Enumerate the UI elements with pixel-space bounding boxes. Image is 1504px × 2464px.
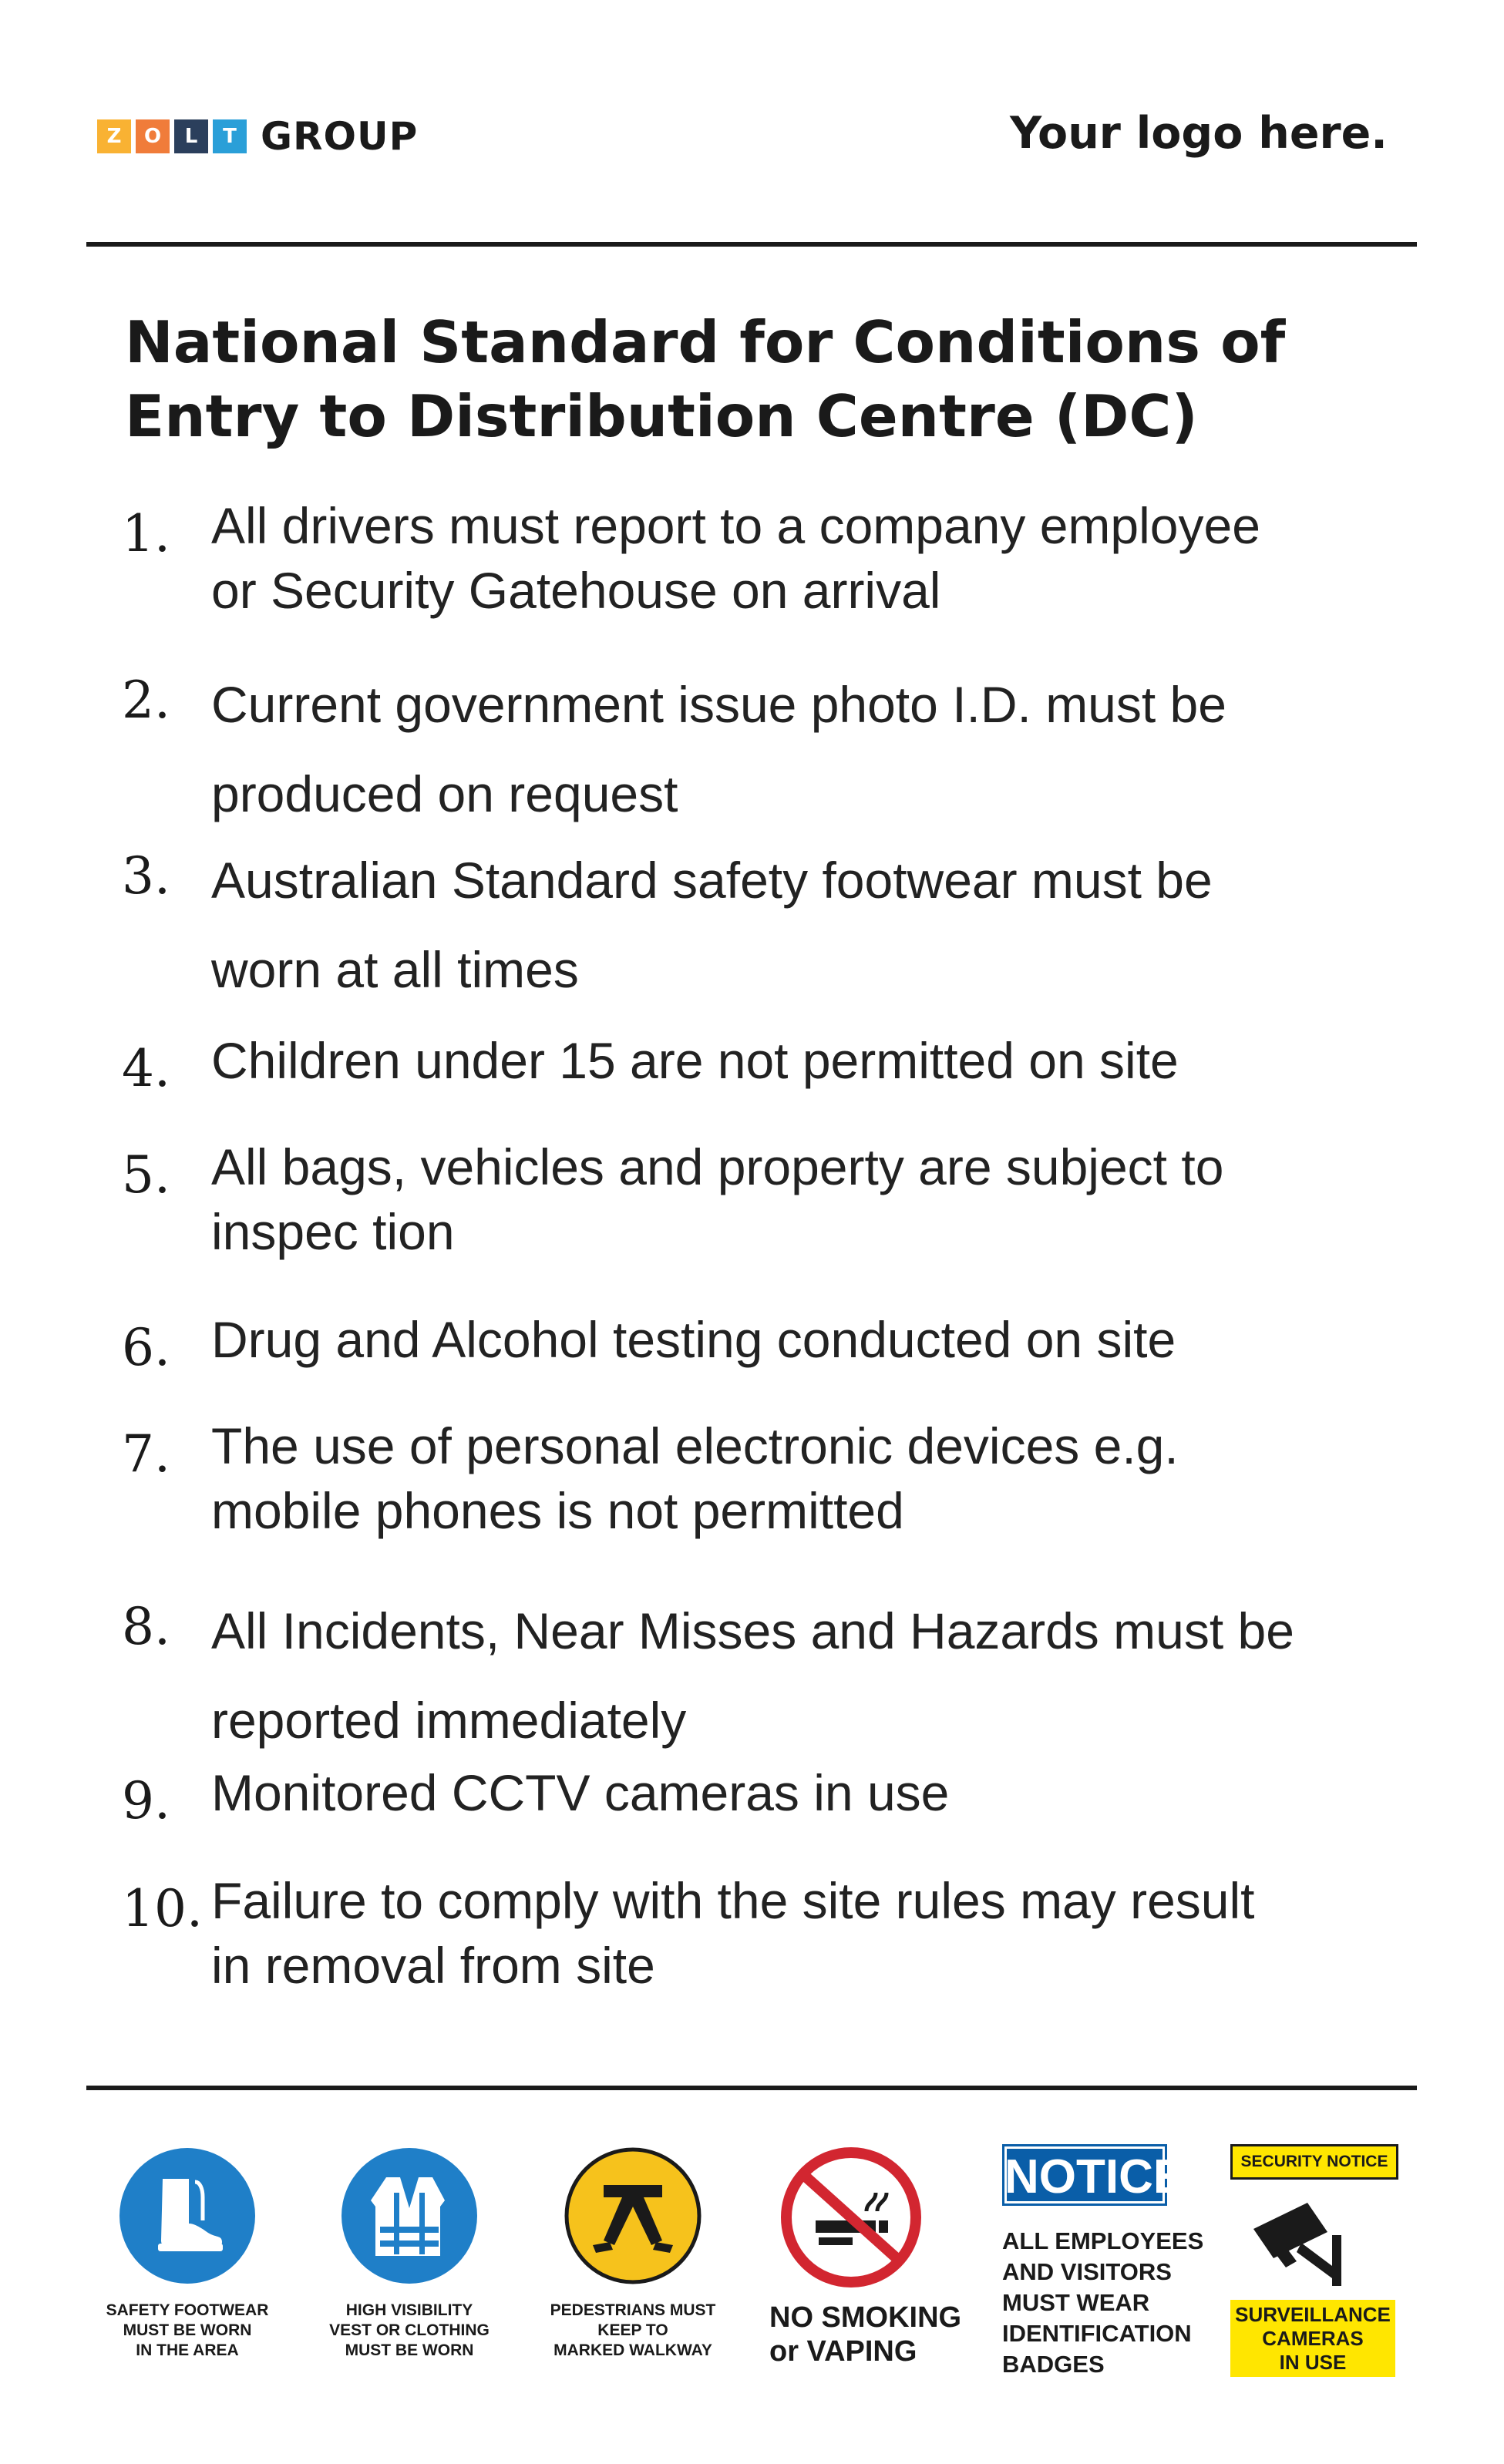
no-smoking-icon — [780, 2146, 922, 2288]
item-text: All bags, vehicles and property are subject to inspec tion — [211, 1138, 1224, 1260]
list-item — [122, 835, 1417, 1014]
item-number: 7. — [122, 1424, 170, 1484]
no-smoking-sign — [769, 2146, 985, 2368]
sign-caption: SAFETY FOOTWEAR MUST BE WORN IN THE AREA — [106, 2301, 269, 2359]
item-number: 5. — [122, 1145, 170, 1205]
brand-tile: T — [213, 119, 247, 153]
item-text: Monitored CCTV cameras in use — [211, 1764, 950, 1821]
list-item — [122, 1760, 1417, 1830]
item-text: All Incidents, Near Misses and Hazards must be reported immediately — [211, 1602, 1294, 1749]
item-number: 9. — [122, 1771, 170, 1830]
item-number: 2. — [122, 671, 170, 730]
sign-caption: NO SMOKING or VAPING — [769, 2301, 962, 2368]
safety-boot-icon — [118, 2146, 257, 2285]
company-brand — [97, 114, 418, 159]
item-number: 4. — [122, 1039, 170, 1098]
safety-footwear-sign — [91, 2146, 284, 2361]
pedestrian-walkway-icon — [564, 2146, 702, 2285]
item-text: All drivers must report to a company employee or Security Gatehouse on arrival — [211, 497, 1260, 619]
list-item — [122, 493, 1417, 623]
brand-tile: O — [136, 119, 170, 153]
item-number: 1. — [122, 504, 170, 563]
list-item — [122, 1307, 1417, 1377]
sign-caption: PEDESTRIANS MUST KEEP TO MARKED WALKWAY — [550, 2301, 716, 2359]
item-number: 6. — [122, 1318, 170, 1377]
item-text: Current government issue photo I.D. must be produced on request — [211, 676, 1226, 822]
sign-caption: HIGH VISIBILITY VEST OR CLOTHING MUST BE WORN — [329, 2301, 490, 2359]
notice-heading: NOTICE — [1002, 2144, 1167, 2206]
security-notice-sign — [1230, 2144, 1398, 2377]
brand-tile: L — [174, 119, 208, 153]
id-badge-notice — [1002, 2144, 1226, 2380]
security-footer: SURVEILLANCE CAMERAS IN USE — [1230, 2300, 1395, 2377]
brand-tile: Z — [97, 119, 131, 153]
item-text: The use of personal electronic devices e.g. mobile phones is not permitted — [211, 1417, 1179, 1539]
item-number: 3. — [122, 846, 170, 906]
cctv-camera-icon — [1246, 2198, 1369, 2291]
item-text: Children under 15 are not permitted on site — [211, 1032, 1179, 1089]
page-title: National Standard for Conditions of Entry to Distribution Centre (DC) — [125, 308, 1286, 450]
item-number: 8. — [122, 1597, 170, 1656]
item-number: 10. — [122, 1879, 203, 1938]
list-item — [122, 1135, 1417, 1264]
list-item — [122, 1868, 1417, 1998]
list-item — [122, 1414, 1417, 1543]
item-text: Drug and Alcohol testing conducted on site — [211, 1311, 1176, 1368]
list-item — [122, 1028, 1417, 1098]
footer-divider — [86, 2086, 1417, 2090]
item-text: Failure to comply with the site rules may result in removal from site — [211, 1872, 1255, 1994]
pedestrian-walkway-sign — [537, 2146, 729, 2361]
hi-vis-vest-sign — [313, 2146, 506, 2361]
brand-name: GROUP — [261, 114, 419, 159]
brand-tiles — [97, 119, 247, 153]
item-text: Australian Standard safety footwear must be worn at all times — [211, 852, 1213, 998]
list-item — [122, 660, 1417, 839]
security-heading: SECURITY NOTICE — [1230, 2144, 1398, 2180]
list-item — [122, 1586, 1417, 1765]
notice-body: ALL EMPLOYEES AND VISITORS MUST WEAR IDENTIFICATION BADGES — [1002, 2227, 1204, 2378]
header-divider — [86, 242, 1417, 247]
logo-placeholder: Your logo here. — [1010, 108, 1388, 159]
hi-vis-vest-icon — [340, 2146, 479, 2285]
